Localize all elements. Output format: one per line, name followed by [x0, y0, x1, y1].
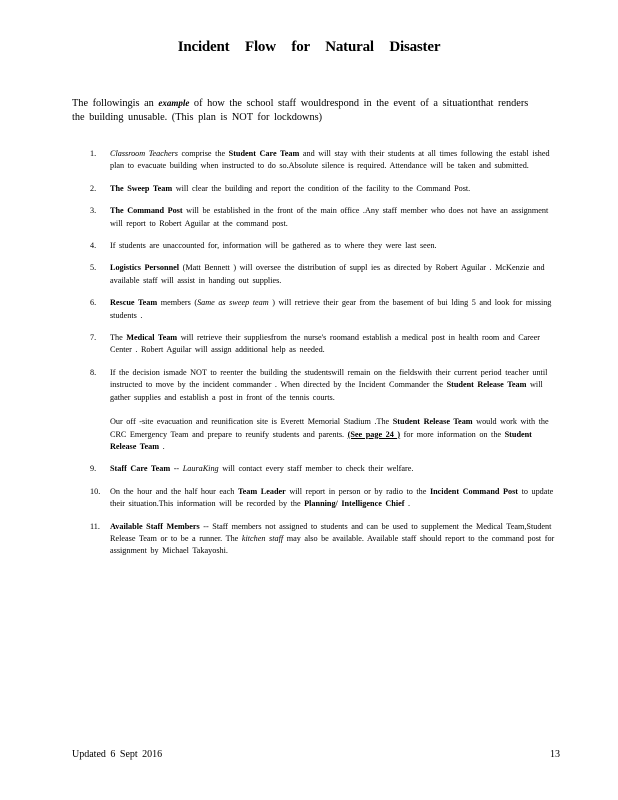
list-item [90, 240, 560, 252]
list-item [90, 486, 560, 511]
text-segment: for more information on the [400, 429, 505, 439]
item-number: 10. [90, 486, 101, 496]
intro-text-start: The followingis an [72, 98, 159, 109]
text-segment: LauraKing [182, 464, 219, 474]
item-subparagraph [110, 416, 560, 453]
list-item [90, 332, 560, 357]
item-text [110, 486, 560, 511]
text-segment: (See page 24 ) [347, 429, 401, 439]
item-text [110, 205, 560, 230]
item-text [110, 367, 560, 404]
list-item [90, 367, 560, 453]
intro-text-end: of how the school staff wouldrespond in the event of a situationthat renders the building unusable. (This plan is NOT for lockdowns) [72, 98, 529, 123]
text-segment: will gather supplies and establish a post in front of the tennis courts. [110, 380, 543, 402]
list-item [90, 262, 560, 287]
text-segment: If students are unaccounted for, information will be gathered as to where they were last seen. [110, 241, 437, 251]
text-segment: The Command Post [110, 206, 183, 216]
text-segment: -- Staff members not assigned to students and can be used to supplement the Medical Team,Student Release Team or to be a runner. The [110, 521, 552, 543]
text-segment: On the hour and the half hour each [110, 486, 238, 496]
text-segment: . [404, 499, 411, 509]
item-text [110, 183, 560, 195]
text-segment: Incident Command Post [429, 486, 519, 496]
text-segment: Team Leader [237, 486, 286, 496]
item-text [110, 262, 560, 287]
text-segment: If the decision ismade NOT to reenter the building the studentswill remain on the fieldswith their current period teacher until instructed to move by the incident commander . When directed by the Incident Commander the [110, 367, 548, 390]
item-number: 7. [90, 333, 97, 343]
text-segment: and will stay with their students at all times following the establ ished plan to evacuate building when instructed to do so.Absolute silence is required. Attendance will be taken and submitted. [110, 149, 550, 171]
text-segment: The Sweep Team [110, 183, 173, 193]
text-segment: Our off -site evacuation and reunification site is Everett Memorial Stadium .The [110, 417, 393, 427]
text-segment: kitchen staff [241, 533, 284, 543]
list-item [90, 148, 560, 173]
item-number: 4. [90, 241, 97, 251]
item-text [110, 240, 560, 252]
item-text [110, 521, 560, 558]
text-segment: Student Release Team [392, 417, 473, 427]
text-segment: will be established in the front of the main office .Any staff member who does not have an assignment will report to Robert Aguilar at the command post. [110, 206, 549, 228]
text-segment: will clear the building and report the condition of the facility to the Command Post. [172, 183, 471, 193]
item-text [110, 297, 560, 322]
text-segment: members ( [157, 298, 198, 308]
list-item [90, 297, 560, 322]
text-segment: Student Release Team [110, 429, 532, 451]
text-segment: . [159, 441, 165, 451]
text-segment: Same as sweep team [197, 298, 269, 308]
item-number: 11. [90, 521, 100, 531]
list-item [90, 205, 560, 230]
text-segment: Student Release Team [446, 380, 527, 390]
item-number: 8. [90, 367, 97, 377]
text-segment: Planning/ Intelligence Chief [304, 499, 405, 509]
text-segment: will contact every staff member to check their welfare. [218, 464, 414, 474]
list-item [90, 183, 560, 195]
footer-updated: Updated 6 Sept 2016 [72, 749, 163, 760]
text-segment: to update their situation.This information will be recorded by the [110, 486, 554, 509]
text-segment: ) will retrieve their gear from the basement of bui lding 5 and look for missing students . [110, 298, 552, 320]
intro-emphasis: example [158, 98, 190, 108]
item-text [110, 463, 560, 475]
text-segment: Staff Care Team [110, 464, 171, 474]
intro-paragraph [72, 96, 542, 125]
text-segment: comprise the [178, 149, 229, 158]
text-segment: Available Staff Members [110, 521, 200, 531]
item-text [110, 332, 560, 357]
item-number: 3. [90, 206, 97, 216]
text-segment: Logistics Personnel [110, 263, 180, 273]
item-number: 5. [90, 263, 97, 273]
item-number: 2. [90, 183, 97, 193]
text-segment: Student Care Team [228, 149, 300, 158]
text-segment: may also be available. Available staff should report to the command post for assignment by Michael Takayoshi. [110, 533, 555, 556]
item-number: 6. [90, 298, 97, 308]
item-number: 1. [90, 149, 97, 158]
list-item [90, 463, 560, 475]
text-segment: The [110, 333, 127, 343]
text-segment: -- [170, 464, 183, 474]
procedure-list [90, 148, 560, 568]
page-number: 13 [550, 749, 560, 760]
list-item [90, 521, 560, 558]
text-segment: Rescue Team [110, 298, 158, 308]
text-segment: will retrieve their suppliesfrom the nurse's roomand establish a medical post in health room and Career Center . Robert Aguilar will assign additional help as needed. [110, 333, 541, 355]
text-segment: Medical Team [126, 333, 178, 343]
item-number: 9. [90, 464, 97, 474]
text-segment: will report in person or by radio to the [285, 486, 430, 496]
text-segment: would work with the CRC Emergency Team and prepare to reunify students and parents. [110, 417, 549, 439]
text-segment: Classroom Teachers [110, 149, 178, 158]
text-segment: (Matt Bennett ) will oversee the distribution of suppl ies as directed by Robert Aguilar . McKenzie and available staff will assist in handing out supplies. [110, 263, 545, 285]
document-title: Incident Flow for Natural Disaster [177, 39, 441, 55]
item-text [110, 148, 560, 173]
